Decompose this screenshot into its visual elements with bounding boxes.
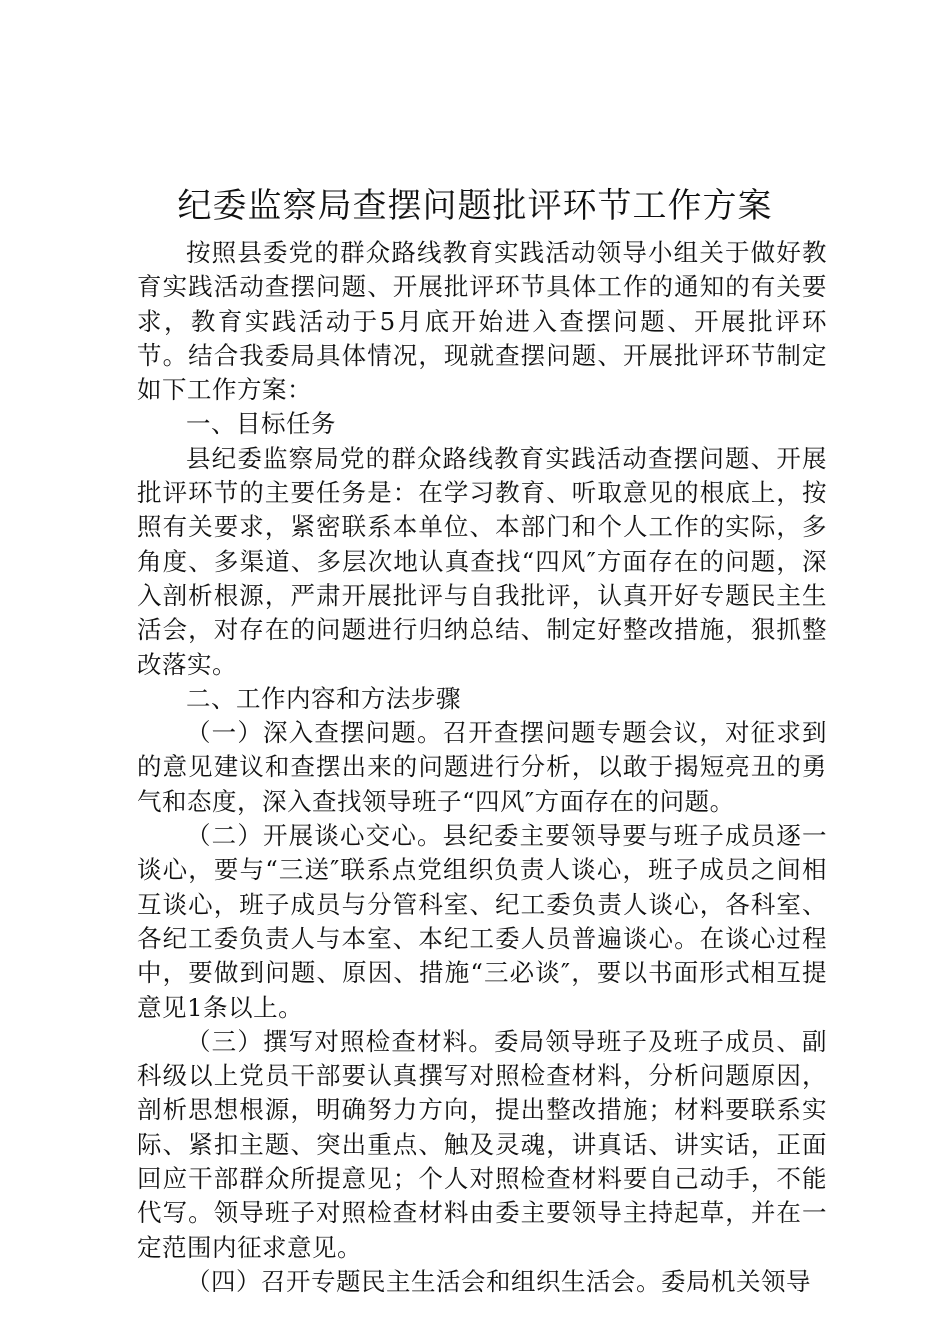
step-1-paragraph: （一）深入查摆问题。召开查摆问题专题会议，对征求到的意见建议和查摆出来的问题进行分析，以敢于揭短亮丑的勇气和态度，深入查找领导班子“四风″方面存在的问题。 bbox=[137, 718, 827, 816]
step-2-paragraph: （二）开展谈心交心。县纪委主要领导要与班子成员逐一谈心，要与“三送″联系点党组织负责人谈心，班子成员之间相互谈心，班子成员与分管科室、纪工委负责人谈心，各科室、各纪工委负责人与本室、本纪工委人员普遍谈心。在谈心过程中，要做到问题、原因、措施“三必谈″，要以书面形式相互提意见1条以上。 bbox=[137, 821, 827, 1022]
step-4-paragraph: （四）召开专题民主生活会和组织生活会。委局机关领导 bbox=[186, 1266, 811, 1296]
goals-paragraph: 县纪委监察局党的群众路线教育实践活动查摆问题、开展批评环节的主要任务是：在学习教育、听取意见的根底上，按照有关要求，紧密联系本单位、本部门和个人工作的实际，多角度、多渠道、多层次地认真查找“四风″方面存在的问题，深入剖析根源，严肃开展批评与自我批评，认真开好专题民主生活会，对存在的问题进行归纳总结、制定好整改措施，狠抓整改落实。 bbox=[137, 443, 827, 679]
document-title: 纪委监察局查摆问题批评环节工作方案 bbox=[177, 186, 773, 226]
intro-paragraph: 按照县委党的群众路线教育实践活动领导小组关于做好教育实践活动查摆问题、开展批评环节具体工作的通知的有关要求，教育实践活动于5月底开始进入查摆问题、开展批评环节。结合我委局具体情况，现就查摆问题、开展批评环节制定如下工作方案： bbox=[137, 238, 827, 405]
document-body bbox=[137, 236, 827, 1299]
step-3-paragraph: （三）撰写对照检查材料。委局领导班子及班子成员、副科级以上党员干部要认真撰写对照检查材料，分析问题原因，剖析思想根源，明确努力方向，提出整改措施；材料要联系实际、紧扣主题、突出重点、触及灵魂，讲真话、讲实话，正面回应干部群众所提意见；个人对照检查材料要自己动手，不能代写。领导班子对照检查材料由委主要领导主持起草，并在一定范围内征求意见。 bbox=[137, 1026, 827, 1262]
section-heading-goals: 一、目标任务 bbox=[186, 409, 336, 439]
section-heading-content-steps: 二、工作内容和方法步骤 bbox=[186, 683, 461, 713]
